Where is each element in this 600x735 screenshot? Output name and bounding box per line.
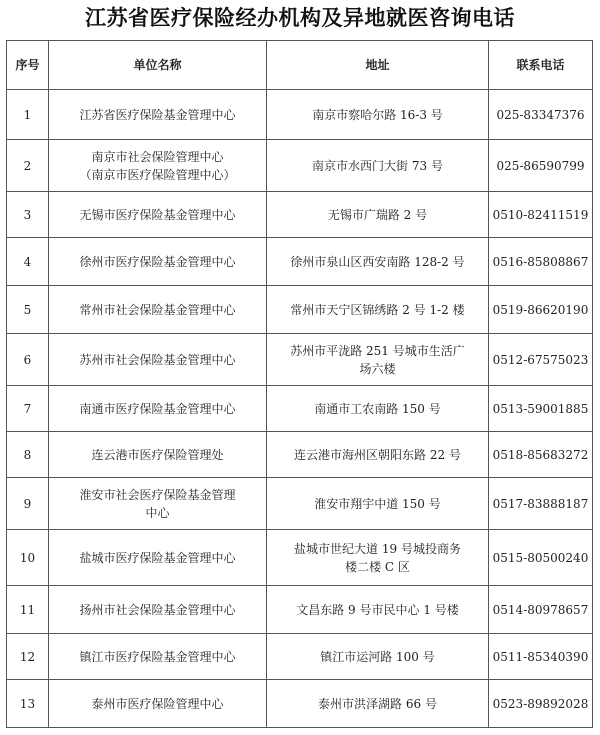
cell-phone: 0511-85340390 (489, 634, 593, 680)
cell-name-line: （南京市医疗保险管理中心） (79, 167, 236, 182)
cell-phone: 0517-83888187 (489, 478, 593, 530)
header-address: 地址 (267, 41, 489, 90)
cell-name-line: 南通市医疗保险基金管理中心 (79, 401, 236, 416)
cell-name-line: 扬州市社会保险基金管理中心 (79, 602, 236, 617)
cell-address (267, 478, 489, 530)
cell-address (267, 192, 489, 238)
cell-phone: 0523-89892028 (489, 680, 593, 728)
cell-no: 7 (7, 386, 49, 432)
cell-name (49, 238, 267, 286)
cell-no: 9 (7, 478, 49, 530)
cell-no: 5 (7, 286, 49, 334)
table-body (7, 90, 593, 728)
cell-no: 4 (7, 238, 49, 286)
cell-address-line: 盐城市世纪大道 19 号城投商务 (294, 541, 461, 556)
cell-name-line: 无锡市医疗保险基金管理中心 (79, 207, 236, 222)
cell-address-line: 场六楼 (359, 361, 396, 376)
cell-no: 3 (7, 192, 49, 238)
cell-name (49, 478, 267, 530)
cell-address-line: 连云港市海州区朝阳东路 22 号 (294, 447, 461, 462)
cell-phone: 0519-86620190 (489, 286, 593, 334)
cell-address-line: 泰州市洪泽湖路 66 号 (318, 696, 437, 711)
table-header-row (7, 41, 593, 90)
cell-address-line: 镇江市运河路 100 号 (320, 649, 435, 664)
cell-address-line: 无锡市广瑞路 2 号 (327, 207, 428, 222)
cell-name-line: 淮安市社会医疗保险基金管理 (79, 487, 236, 502)
cell-name-line: 苏州市社会保险基金管理中心 (79, 352, 236, 367)
cell-name (49, 680, 267, 728)
cell-address (267, 286, 489, 334)
cell-name (49, 432, 267, 478)
cell-no: 2 (7, 140, 49, 192)
cell-name (49, 192, 267, 238)
cell-address (267, 432, 489, 478)
cell-no: 1 (7, 90, 49, 140)
cell-phone: 0518-85683272 (489, 432, 593, 478)
cell-phone: 025-83347376 (489, 90, 593, 140)
table-row (7, 238, 593, 286)
table-row (7, 334, 593, 386)
cell-name-line: 常州市社会保险基金管理中心 (79, 302, 236, 317)
cell-address (267, 680, 489, 728)
cell-no: 13 (7, 680, 49, 728)
table-row (7, 90, 593, 140)
cell-name-line: 镇江市医疗保险基金管理中心 (79, 649, 236, 664)
cell-address-line: 淮安市翔宇中道 150 号 (314, 496, 441, 511)
cell-no: 12 (7, 634, 49, 680)
cell-name (49, 90, 267, 140)
table-row (7, 286, 593, 334)
page-title: 江苏省医疗保险经办机构及异地就医咨询电话 (85, 6, 515, 30)
cell-address-line: 南通市工农南路 150 号 (314, 401, 441, 416)
header-name: 单位名称 (49, 41, 267, 90)
contact-table (6, 40, 593, 728)
header-no: 序号 (7, 41, 49, 90)
cell-address-line: 文昌东路 9 号市民中心 1 号楼 (296, 602, 459, 617)
cell-address-line: 南京市水西门大街 73 号 (312, 158, 443, 173)
cell-no: 8 (7, 432, 49, 478)
cell-name-line: 中心 (145, 505, 170, 520)
table-row (7, 530, 593, 586)
cell-name-line: 泰州市医疗保险管理中心 (91, 696, 224, 711)
cell-phone: 025-86590799 (489, 140, 593, 192)
table-row (7, 634, 593, 680)
cell-address (267, 634, 489, 680)
cell-address-line: 常州市天宁区锦绣路 2 号 1-2 楼 (290, 302, 465, 317)
cell-no: 11 (7, 586, 49, 634)
cell-address (267, 238, 489, 286)
cell-address (267, 386, 489, 432)
cell-address (267, 140, 489, 192)
cell-name (49, 334, 267, 386)
cell-phone: 0513-59001885 (489, 386, 593, 432)
table-row (7, 432, 593, 478)
cell-name-line: 南京市社会保险管理中心 (91, 149, 224, 164)
cell-name (49, 530, 267, 586)
cell-address (267, 90, 489, 140)
cell-address (267, 530, 489, 586)
cell-name-line: 盐城市医疗保险基金管理中心 (79, 550, 236, 565)
table-row (7, 680, 593, 728)
table-row (7, 140, 593, 192)
cell-address (267, 586, 489, 634)
cell-phone: 0510-82411519 (489, 192, 593, 238)
cell-name-line: 徐州市医疗保险基金管理中心 (79, 254, 236, 269)
cell-name (49, 140, 267, 192)
cell-no: 6 (7, 334, 49, 386)
cell-no: 10 (7, 530, 49, 586)
cell-name (49, 634, 267, 680)
cell-address-line: 苏州市平泷路 251 号城市生活广 (290, 343, 465, 358)
cell-address-line: 楼二楼 C 区 (345, 559, 410, 574)
cell-name (49, 286, 267, 334)
table-row (7, 478, 593, 530)
header-phone: 联系电话 (489, 41, 593, 90)
cell-phone: 0514-80978657 (489, 586, 593, 634)
table-row (7, 386, 593, 432)
cell-phone: 0516-85808867 (489, 238, 593, 286)
cell-name-line: 江苏省医疗保险基金管理中心 (79, 107, 236, 122)
table-row (7, 586, 593, 634)
cell-address-line: 徐州市泉山区西安南路 128-2 号 (290, 254, 465, 269)
cell-name-line: 连云港市医疗保险管理处 (91, 447, 224, 462)
cell-name (49, 586, 267, 634)
table-row (7, 192, 593, 238)
cell-address-line: 南京市察哈尔路 16-3 号 (312, 107, 443, 122)
cell-phone: 0515-80500240 (489, 530, 593, 586)
cell-name (49, 386, 267, 432)
cell-address (267, 334, 489, 386)
cell-phone: 0512-67575023 (489, 334, 593, 386)
